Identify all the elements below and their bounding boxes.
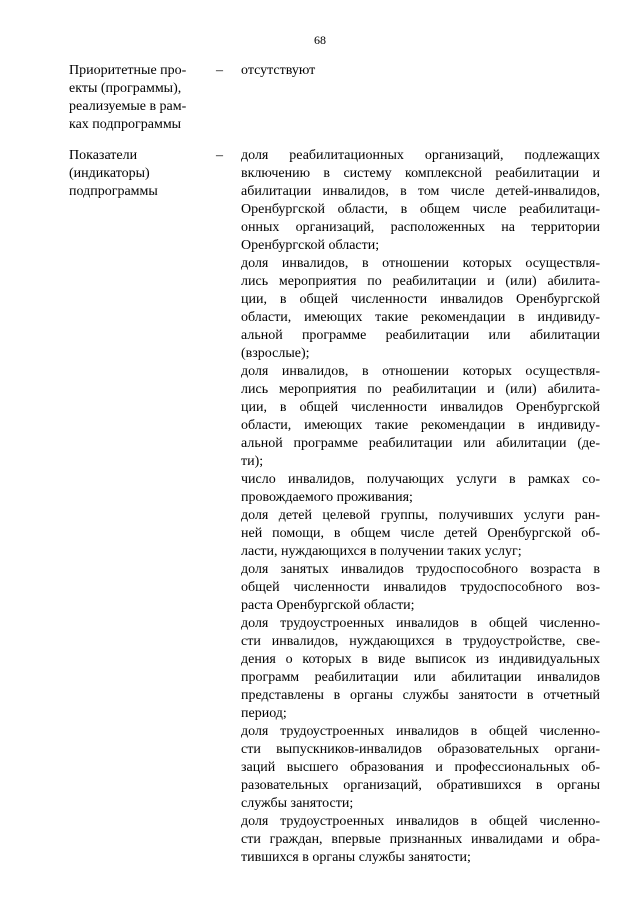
text-line: доля инвалидов, в отношении которых осуществля- [241, 364, 600, 379]
text-line: включению в систему комплексной реабилитации и [241, 166, 600, 181]
text-line: доля реабилитационных организаций, подлежащих [241, 148, 600, 163]
indicator-paragraph [241, 147, 600, 255]
label-line: ках подпрограммы [69, 117, 182, 132]
text-line: период; [241, 706, 287, 721]
text-line: дения о которых в виде выписок из индивидуальных [241, 652, 600, 667]
text-line: доля трудоустроенных инвалидов в общей численно- [241, 724, 600, 739]
indicator-paragraph [241, 723, 600, 813]
page-number: 68 [314, 33, 326, 47]
text-line: представлены в органы службы занятости в отчетный [241, 688, 600, 703]
text-line: заций высшего образования и профессиональных об- [241, 760, 600, 775]
row-dash: – [216, 63, 223, 78]
text-line: области, имеющих такие рекомендации в индивиду- [241, 418, 600, 433]
indicator-list [241, 147, 600, 867]
text-line: общей численности инвалидов трудоспособного воз- [241, 580, 600, 595]
text-line: программ реабилитации или абилитации инвалидов [241, 670, 600, 685]
text-line: доля трудоустроенных инвалидов в общей численно- [241, 616, 600, 631]
indicator-paragraph [241, 507, 600, 561]
text-line: число инвалидов, получающих услуги в рамках со- [241, 472, 600, 487]
row-value [241, 62, 600, 80]
row-dash: – [216, 148, 223, 163]
label-line: Приоритетные про- [69, 63, 187, 78]
text-line: тившихся в органы службы занятости; [241, 850, 471, 865]
text-line: провождаемого проживания; [241, 490, 413, 505]
text-line: ласти, нуждающихся в получении таких услуг; [241, 544, 522, 559]
text-line: сти граждан, впервые признанных инвалидами и обра- [241, 832, 600, 847]
text-line: разовательных организаций, обратившихся в органы [241, 778, 600, 793]
indicator-paragraph [241, 255, 600, 363]
text-line: лись мероприятия по реабилитации и (или) абилита- [241, 382, 600, 397]
label-line: (индикаторы) [69, 166, 150, 181]
text-line: ти); [241, 454, 264, 469]
text-line: сти инвалидов, нуждающихся в трудоустройстве, све- [241, 634, 600, 649]
text-line: (взрослые); [241, 346, 310, 361]
text-line: Оренбургской области, в общем числе реабилитаци- [241, 202, 600, 217]
label-line: реализуемые в рам- [69, 99, 187, 114]
text-line: доля занятых инвалидов трудоспособного возраста в [241, 562, 600, 577]
text-line: альной программе реабилитации или абилитации [241, 328, 600, 343]
text-line: альной программе реабилитации или абилитации (де- [241, 436, 600, 451]
label-line: Показатели [69, 148, 138, 163]
value-paragraph [241, 62, 600, 80]
text-line: абилитации инвалидов, в том числе детей-инвалидов, [241, 184, 600, 199]
text-line: лись мероприятия по реабилитации и (или) абилита- [241, 274, 600, 289]
text-line: области, имеющих такие рекомендации в индивиду- [241, 310, 600, 325]
text-line: раста Оренбургской области; [241, 598, 415, 613]
text-line: ции, в общей численности инвалидов Оренбургской [241, 292, 600, 307]
text-line: онных организаций, расположенных на территории [241, 220, 600, 235]
indicator-paragraph [241, 561, 600, 615]
text-line: Оренбургской области; [241, 238, 380, 253]
indicator-paragraph [241, 363, 600, 471]
row-label [69, 62, 199, 134]
indicator-paragraph [241, 813, 600, 867]
text-line: ней помощи, в общем числе детей Оренбургской об- [241, 526, 600, 541]
label-line: екты (программы), [69, 81, 182, 96]
text-line: ции, в общей численности инвалидов Оренбургской [241, 400, 600, 415]
text-line: службы занятости; [241, 796, 354, 811]
text-line: доля детей целевой группы, получивших услуги ран- [241, 508, 600, 523]
text-line: доля трудоустроенных инвалидов в общей численно- [241, 814, 600, 829]
text-line: доля инвалидов, в отношении которых осуществля- [241, 256, 600, 271]
label-line: подпрограммы [69, 184, 158, 199]
row-label [69, 147, 199, 201]
indicator-paragraph [241, 471, 600, 507]
text-line: сти выпускников-инвалидов образовательных органи- [241, 742, 600, 757]
indicator-paragraph [241, 615, 600, 723]
text-line: отсутствуют [241, 63, 316, 78]
